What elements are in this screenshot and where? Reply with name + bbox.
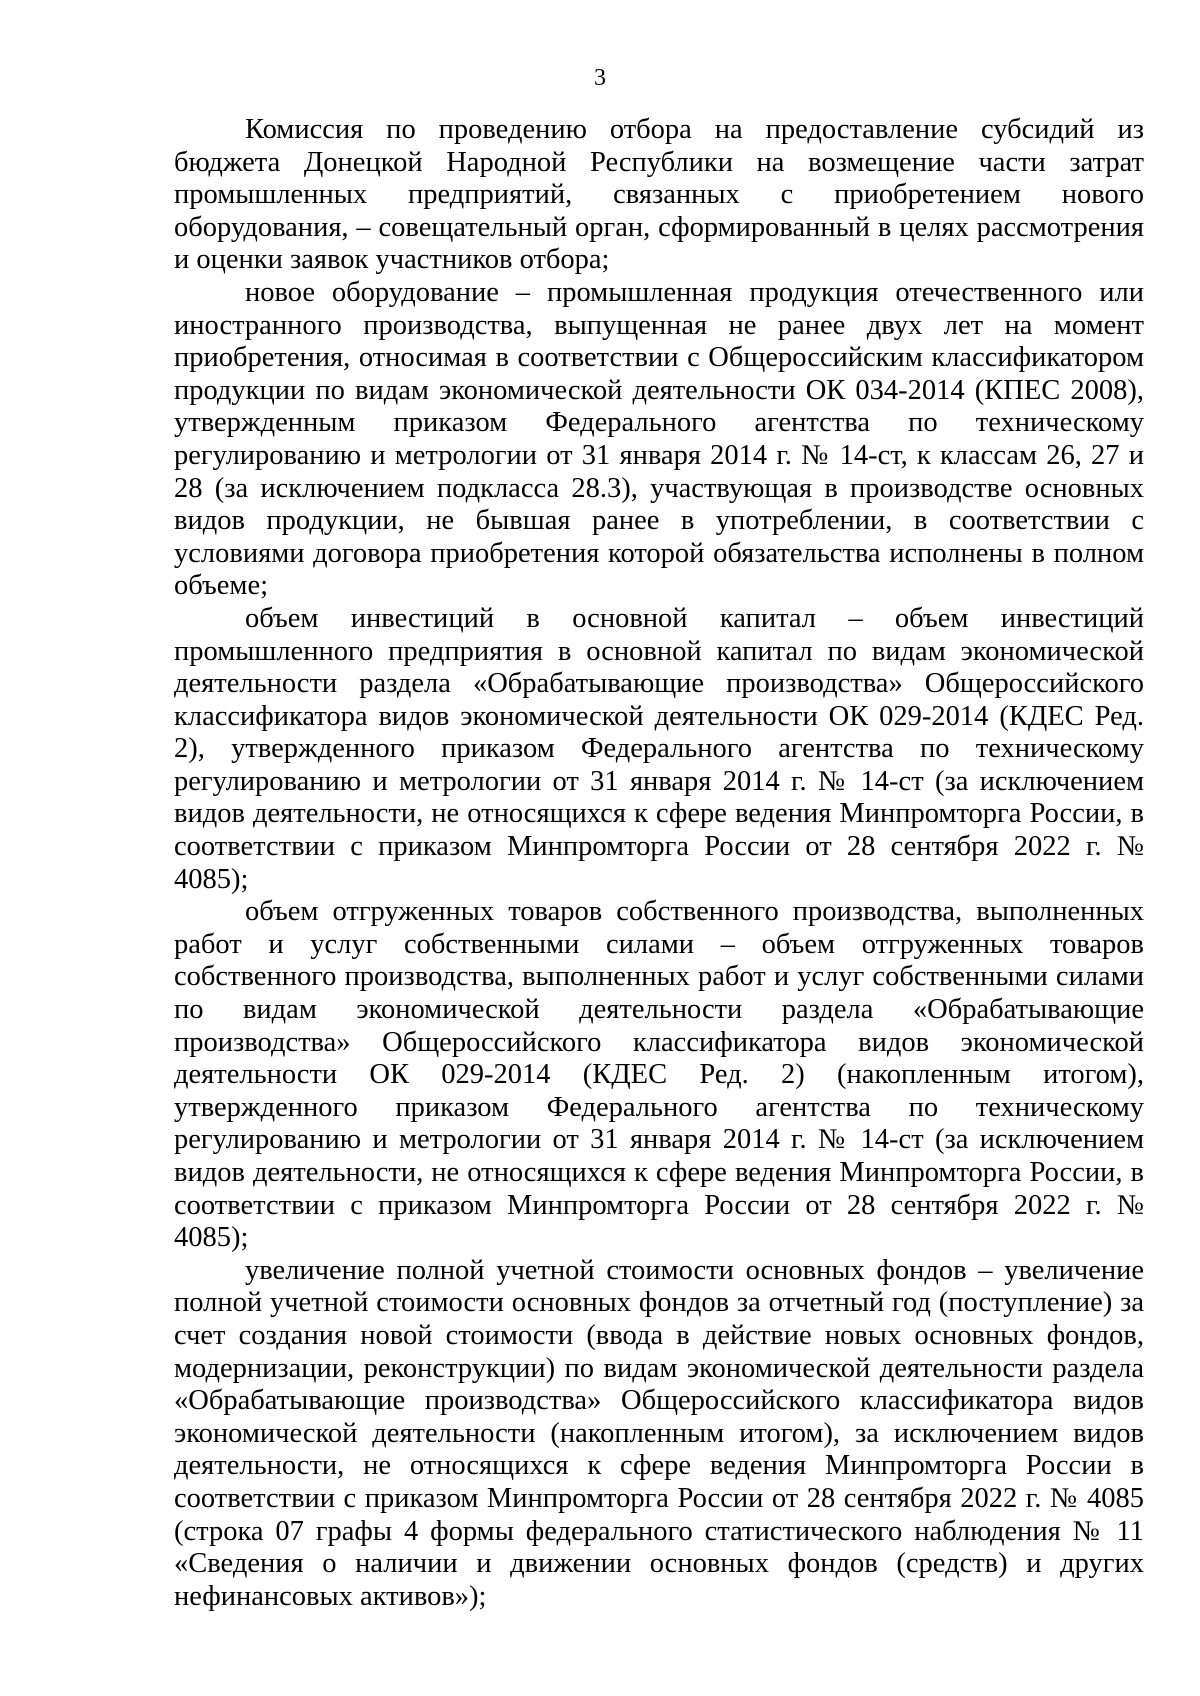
document-body [174,114,1144,1613]
page-number: 3 [594,65,606,91]
paragraph-new-equipment-definition: новое оборудование – промышленная продукция отечественного или иностранного производства, выпущенная не ранее двух лет на момент приобретения, относимая в соответствии с Общероссийским классификатором продукции по видам экономической деятельности ОК 034-2014 (КПЕС 2008), утвержденным приказом Федерального агентства по техническому регулированию и метрологии от 31 января 2014 г. № 14-ст, к классам 26, 27 и 28 (за исключением подкласса 28.3), участвующая в производстве основных видов продукции, не бывшая ранее в употреблении, в соответствии с условиями договора приобретения которой обязательства исполнены в полном объеме; [174,276,1144,602]
paragraph-commission-definition: Комиссия по проведению отбора на предоставление субсидий из бюджета Донецкой Народной Республики на возмещение части затрат промышленных предприятий, связанных с приобретением нового оборудования, – совещательный орган, сформированный в целях рассмотрения и оценки заявок участников отбора; [174,114,1144,276]
paragraph-investment-volume-definition: объем инвестиций в основной капитал – объем инвестиций промышленного предприятия в основной капитал по видам экономической деятельности раздела «Обрабатывающие производства» Общероссийского классификатора видов экономической деятельности ОК 029-2014 (КДЕС Ред. 2), утвержденного приказом Федерального агентства по техническому регулированию и метрологии от 31 января 2014 г. № 14-ст (за исключением видов деятельности, не относящихся к сфере ведения Минпромторга России, в соответствии с приказом Минпромторга России от 28 сентября 2022 г. № 4085); [174,602,1144,895]
paragraph-fixed-assets-increase-definition: увеличение полной учетной стоимости основных фондов – увеличение полной учетной стоимости основных фондов за отчетный год (поступление) за счет создания новой стоимости (ввода в действие новых основных фондов, модернизации, реконструкции) по видам экономической деятельности раздела «Обрабатывающие производства» Общероссийского классификатора видов экономической деятельности (накопленным итогом), за исключением видов деятельности, не относящихся к сфере ведения Минпромторга России в соответствии с приказом Минпромторга России от 28 сентября 2022 г. № 4085 (строка 07 графы 4 формы федерального статистического наблюдения № 11 «Сведения о наличии и движении основных фондов (средств) и других нефинансовых активов»); [174,1254,1144,1612]
paragraph-shipped-goods-definition: объем отгруженных товаров собственного производства, выполненных работ и услуг собственными силами – объем отгруженных товаров собственного производства, выполненных работ и услуг собственными силами по видам экономической деятельности раздела «Обрабатывающие производства» Общероссийского классификатора видов экономической деятельности ОК 029-2014 (КДЕС Ред. 2) (накопленным итогом), утвержденного приказом Федерального агентства по техническому регулированию и метрологии от 31 января 2014 г. № 14-ст (за исключением видов деятельности, не относящихся к сфере ведения Минпромторга России, в соответствии с приказом Минпромторга России от 28 сентября 2022 г. № 4085); [174,896,1144,1254]
